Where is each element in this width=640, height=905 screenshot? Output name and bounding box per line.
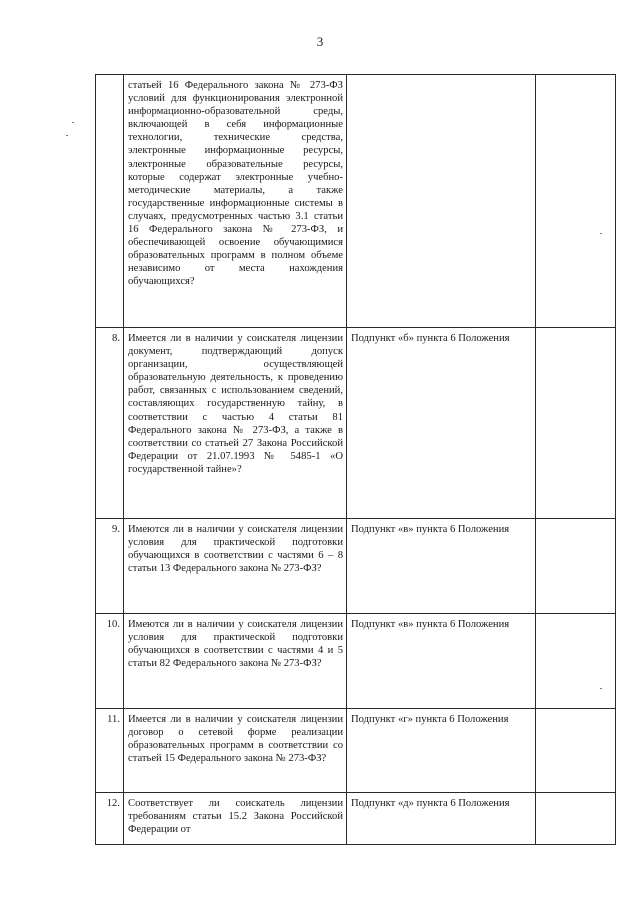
row-number: 8. (96, 328, 124, 519)
table-row (96, 793, 616, 845)
table-row (96, 614, 616, 709)
question-cell: Соответствует ли соискатель лицензии требованиям статьи 15.2 Закона Российской Федерации от (124, 793, 347, 845)
reference-cell: Подпункт «б» пункта 6 Положения (347, 328, 536, 519)
question-cell: Имеются ли в наличии у соискателя лицензии условия для практической подготовки обучающихся в соответствии с частями 6 – 8 статьи 13 Федерального закона № 273-ФЗ? (124, 519, 347, 614)
scan-speck (600, 233, 602, 234)
page-number: 3 (316, 34, 324, 49)
reference-cell: Подпункт «в» пункта 6 Положения (347, 614, 536, 709)
scan-speck (66, 135, 68, 136)
scan-speck (600, 688, 602, 689)
table-row (96, 328, 616, 519)
row-number: 10. (96, 614, 124, 709)
answer-cell (536, 75, 616, 328)
reference-cell: Подпункт «д» пункта 6 Положения (347, 793, 536, 845)
row-number: 12. (96, 793, 124, 845)
answer-cell (536, 614, 616, 709)
table-row (96, 709, 616, 793)
row-number: 9. (96, 519, 124, 614)
question-cell: Имеется ли в наличии у соискателя лицензии документ, подтверждающий допуск организации, осуществляющей образовательную деятельность, к проведению работ, связанных с использованием сведений, составляющих государственную тайну, в соответствии с частью 4 статьи 81 Федерального закона № 273-ФЗ, а также в соответствии со статьей 27 Закона Российской Федерации от 21.07.1993 № 5485-1 «О государственной тайне»? (124, 328, 347, 519)
scan-speck (72, 122, 74, 123)
reference-cell (347, 75, 536, 328)
checklist-table (95, 74, 616, 845)
answer-cell (536, 519, 616, 614)
table-row (96, 519, 616, 614)
question-cell: Имеется ли в наличии у соискателя лицензии договор о сетевой форме реализации образовательных программ в соответствии со статьей 15 Федерального закона № 273-ФЗ? (124, 709, 347, 793)
reference-cell: Подпункт «г» пункта 6 Положения (347, 709, 536, 793)
row-number (96, 75, 124, 328)
reference-cell: Подпункт «в» пункта 6 Положения (347, 519, 536, 614)
question-cell: Имеются ли в наличии у соискателя лицензии условия для практической подготовки обучающихся в соответствии с частями 4 и 5 статьи 82 Федерального закона № 273-ФЗ? (124, 614, 347, 709)
row-number: 11. (96, 709, 124, 793)
table-row (96, 75, 616, 328)
answer-cell (536, 793, 616, 845)
answer-cell (536, 709, 616, 793)
question-cell: статьей 16 Федерального закона № 273-ФЗ условий для функционирования электронной информационно-образовательной среды, включающей в себя информационные технологии, технические средства, электронные информационные ресурсы, электронные образовательные ресурсы, которые содержат электронные учебно-методические материалы, а также государственные информационные системы в случаях, предусмотренных частью 3.1 статьи 16 Федерального закона № 273-ФЗ, и обеспечивающей освоение обучающимися образовательных программ в полном объеме независимо от места нахождения обучающихся? (124, 75, 347, 328)
answer-cell (536, 328, 616, 519)
